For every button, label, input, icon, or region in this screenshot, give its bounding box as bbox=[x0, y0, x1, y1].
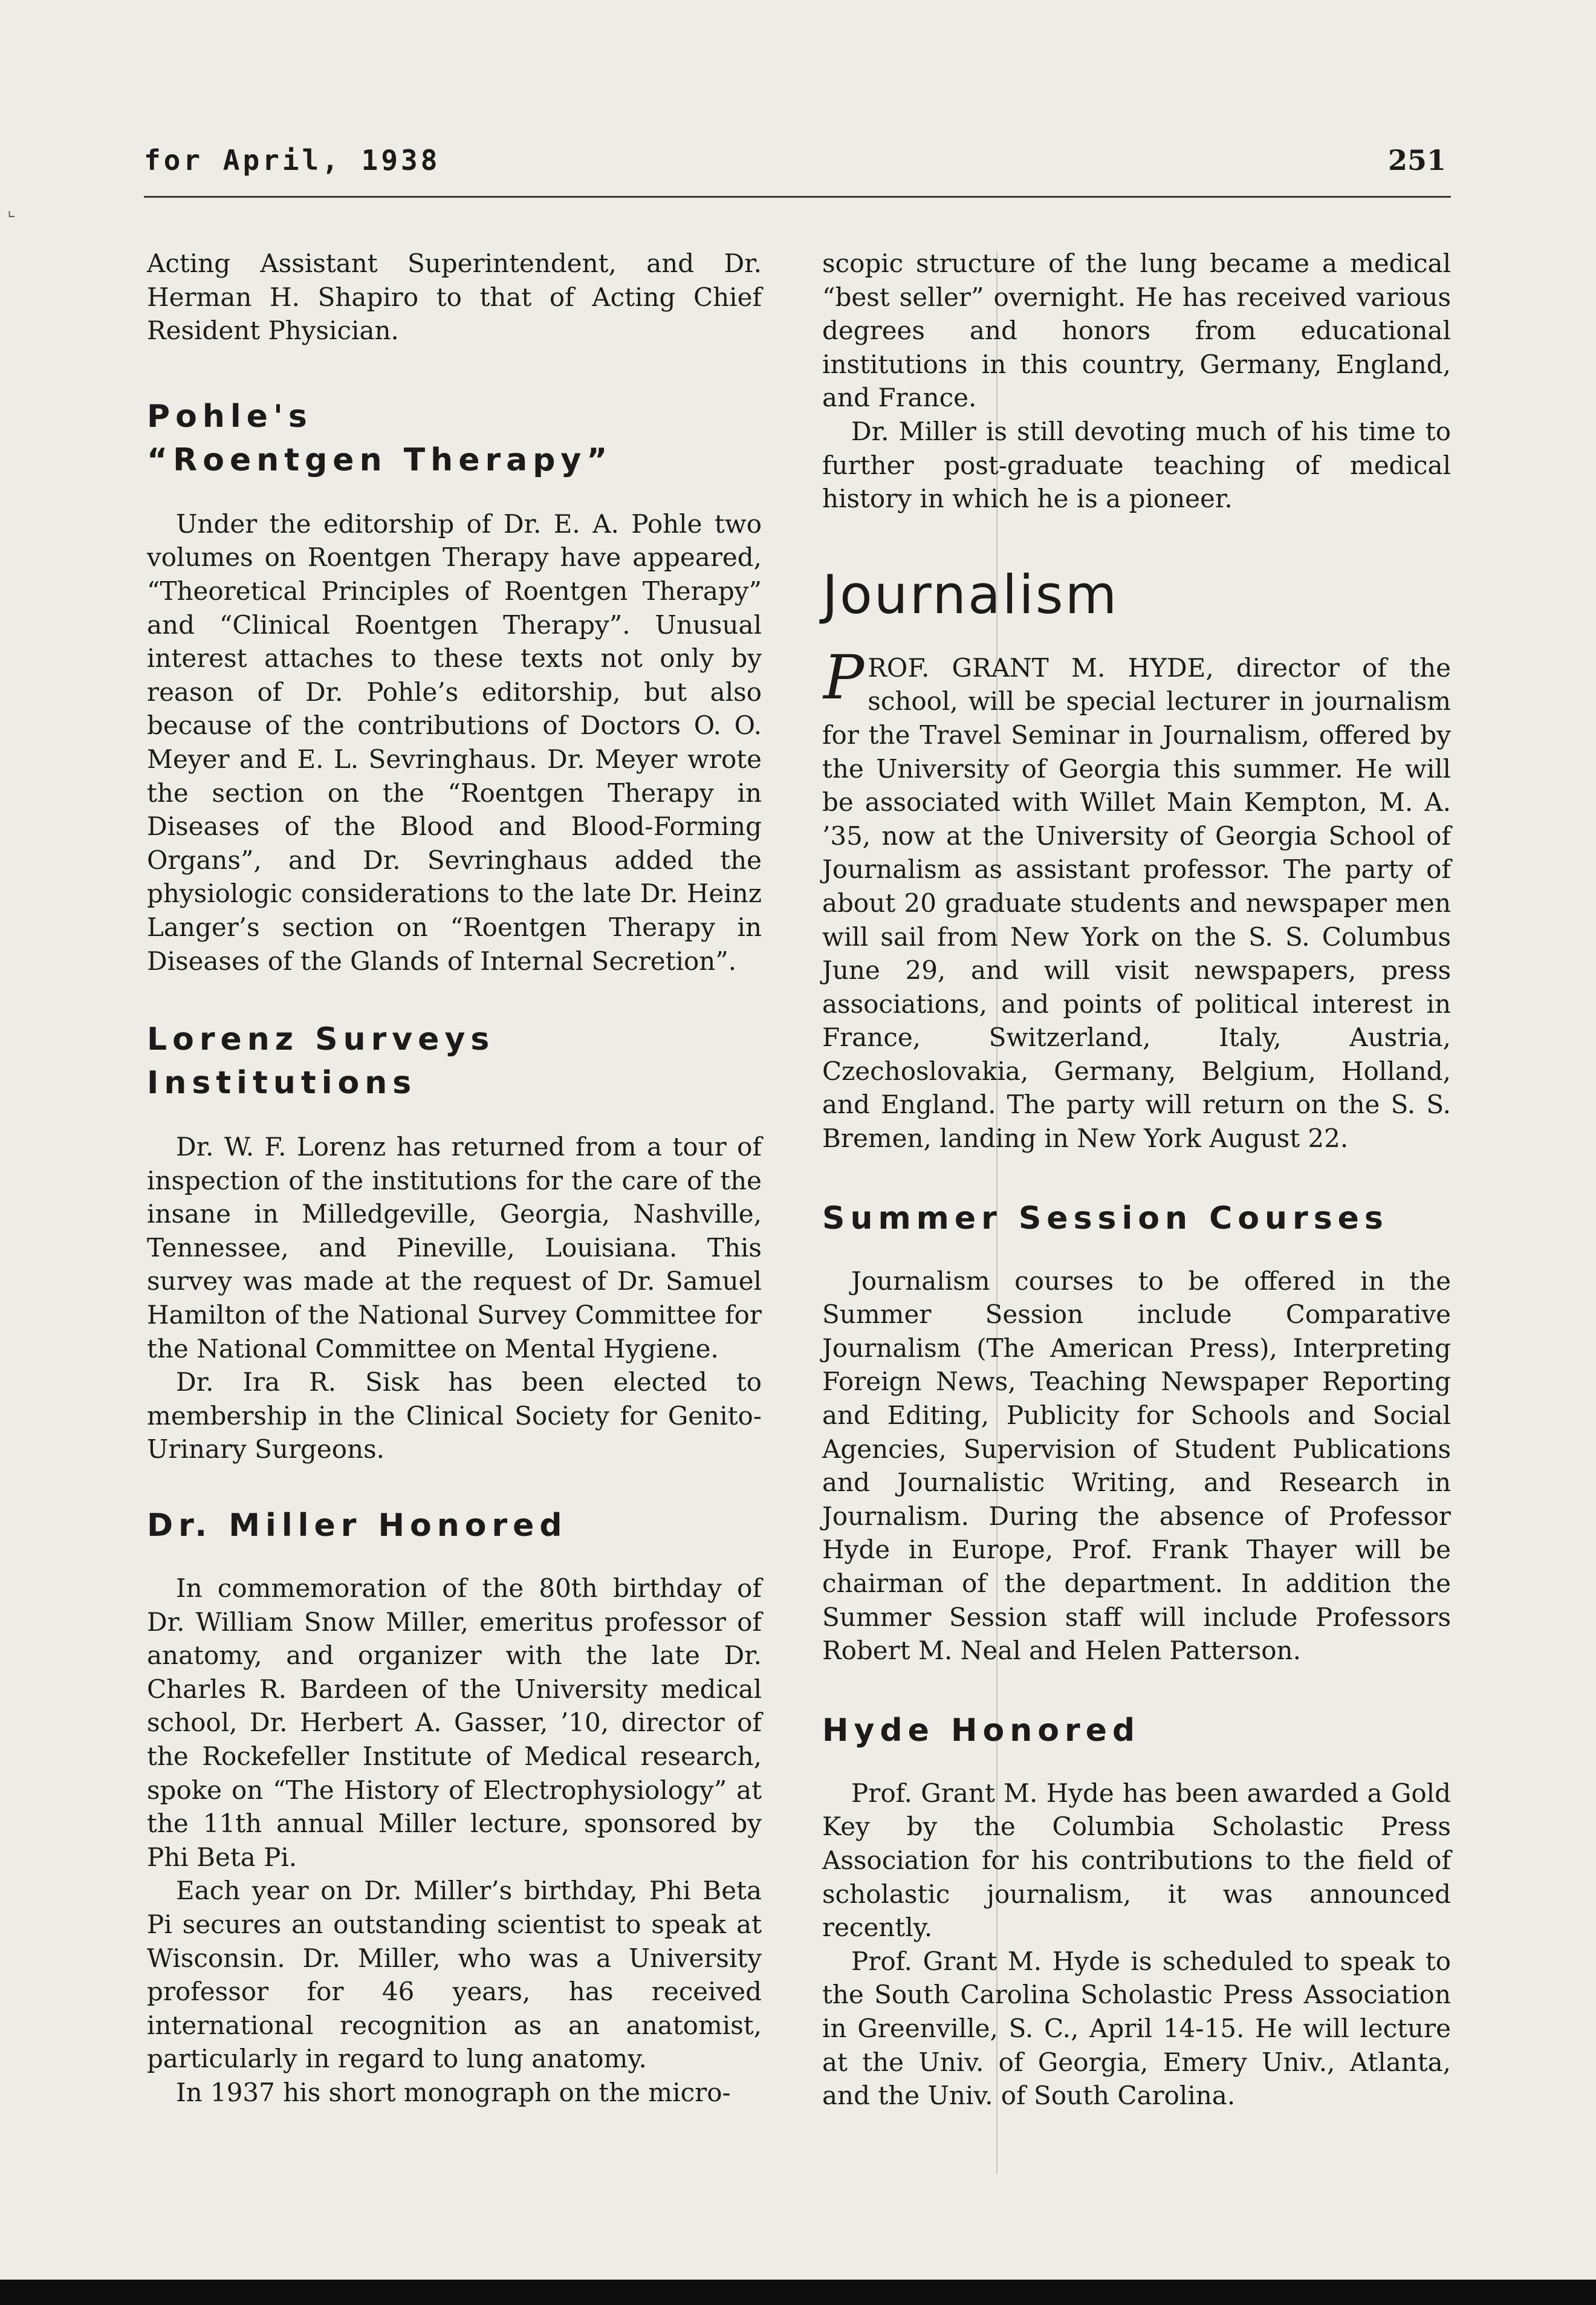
miller-heading: Dr. Miller Honored bbox=[147, 1507, 568, 1544]
left-column bbox=[147, 247, 762, 2110]
hyde-paragraph-1: Prof. Grant M. Hyde has been awarded a Gold Key by the Columbia Scholastic Press Association for his contributions to the field of scholastic journalism, it was announced recently. bbox=[822, 1778, 1451, 1943]
summer-session-paragraph: Journalism courses to be offered in the Summer Session include Comparative Journalism (The American Press), Interpreting Foreign News, Teaching Newspaper Reporting and Editing, Publicity for Schools and Social Agencies, Supervision of Student Publications and Journalistic Writing, and Research in Journalism. During the absence of Professor Hyde in Europe, Prof. Frank Thayer will be chairman of the department. In addition the Summer Session staff will include Professors Robert M. Neal and Helen Patterson. bbox=[822, 1266, 1451, 1666]
scan-bottom-edge bbox=[0, 2280, 1596, 2305]
pohle-paragraph: Under the editorship of Dr. E. A. Pohle two volumes on Roentgen Therapy have appeared, “Theoretical Principles of Roentgen Therapy” and “Clinical Roentgen Therapy”. Unusual interest attaches to these texts not only by reason of Dr. Pohle’s editorship, but also because of the contributions of Doctors O. O. Meyer and E. L. Sevringhaus. Dr. Meyer wrote the section on the “Roentgen Therapy in Diseases of the Blood and Blood-Forming Organs”, and Dr. Sevringhaus added the physiologic considerations to the late Dr. Heinz Langer’s section on “Roentgen Therapy in Diseases of the Glands of Internal Secretion”. bbox=[147, 509, 762, 976]
miller-continued-paragraph-1: scopic structure of the lung became a medical “best seller” overnight. He has received various degrees and honors from educational institutions in this country, Germany, England, and France. bbox=[822, 249, 1451, 413]
lorenz-heading-line1: Lorenz Surveys bbox=[147, 1021, 495, 1058]
lorenz-heading bbox=[147, 1018, 762, 1105]
miller-continued-paragraph-2: Dr. Miller is still devoting much of his time to further post-graduate teaching of medical history in which he is a pioneer. bbox=[822, 416, 1451, 514]
journalism-paragraph bbox=[822, 642, 1451, 1156]
lorenz-heading-line2: Institutions bbox=[147, 1065, 417, 1102]
header-rule bbox=[144, 196, 1451, 198]
miller-paragraph-2: Each year on Dr. Miller’s birthday, Phi Beta Pi secures an outstanding scientist to speak at Wisconsin. Dr. Miller, who was a University professor for 46 years, has received international recognition as an anatomist, particularly in regard to lung anatomy. bbox=[147, 1876, 762, 2074]
margin-tick-mark: ⌞ bbox=[7, 200, 16, 221]
summer-session-heading: Summer Session Courses bbox=[822, 1200, 1389, 1237]
lorenz-paragraph-1: Dr. W. F. Lorenz has returned from a tour of inspection of the institutions for the care of the insane in Milledgeville, Georgia, Nashville, Tennessee, and Pineville, Louisiana. This survey was made at the request of Dr. Samuel Hamilton of the National Survey Committee for the National Committee on Mental Hygiene. bbox=[147, 1132, 762, 1364]
running-head: for April, 1938 bbox=[144, 144, 441, 177]
journalism-heading: Journalism bbox=[822, 563, 1119, 626]
page-number: 251 bbox=[1387, 144, 1446, 177]
miller-paragraph-1: In commemoration of the 80th birthday of Dr. William Snow Miller, emeritus professor of anatomy, and organizer with the late Dr. Charles R. Bardeen of the University medical school, Dr. Herbert A. Gasser, ’10, director of the Rockefeller Institute of Medical research, spoke on “The History of Electrophysiology” at the 11th annual Miller lecture, sponsored by Phi Beta Pi. bbox=[147, 1573, 762, 1872]
pohle-heading-line2: “Roentgen Therapy” bbox=[147, 441, 613, 478]
hyde-paragraph-2: Prof. Grant M. Hyde is scheduled to speak to the South Carolina Scholastic Press Association in Greenville, S. C., April 14-15. He will lecture at the Univ. of Georgia, Emery Univ., Atlanta, and the Univ. of South Carolina. bbox=[822, 1946, 1451, 2111]
miller-paragraph-3: In 1937 his short monograph on the micro- bbox=[176, 2077, 731, 2107]
pohle-heading bbox=[147, 395, 762, 482]
lorenz-paragraph-2: Dr. Ira R. Sisk has been elected to membership in the Clinical Society for Genito-Urinary Surgeons. bbox=[147, 1367, 762, 1465]
drop-cap: P bbox=[823, 642, 864, 713]
right-column bbox=[822, 247, 1451, 2113]
intro-paragraph: Acting Assistant Superintendent, and Dr. Herman H. Shapiro to that of Acting Chief Resident Physician. bbox=[147, 249, 762, 346]
pohle-heading-line1: Pohle's bbox=[147, 398, 313, 435]
hyde-heading: Hyde Honored bbox=[822, 1712, 1141, 1749]
journalism-paragraph-text: ROF. GRANT M. HYDE, director of the school, will be special lecturer in journalism for the Travel Seminar in Journalism, offered by the University of Georgia this summer. He will be associated with Willet Main Kempton, M. A. ’35, now at the University of Georgia School of Journalism as assistant professor. The party of about 20 graduate students and newspaper men will sail from New York on the S. S. Columbus June 29, and will visit newspapers, press associations, and points of political interest in France, Switzerland, Italy, Austria, Czechoslovakia, Germany, Belgium, Holland, and England. The party will return on the S. S. Bremen, landing in New York August 22. bbox=[822, 652, 1451, 1154]
